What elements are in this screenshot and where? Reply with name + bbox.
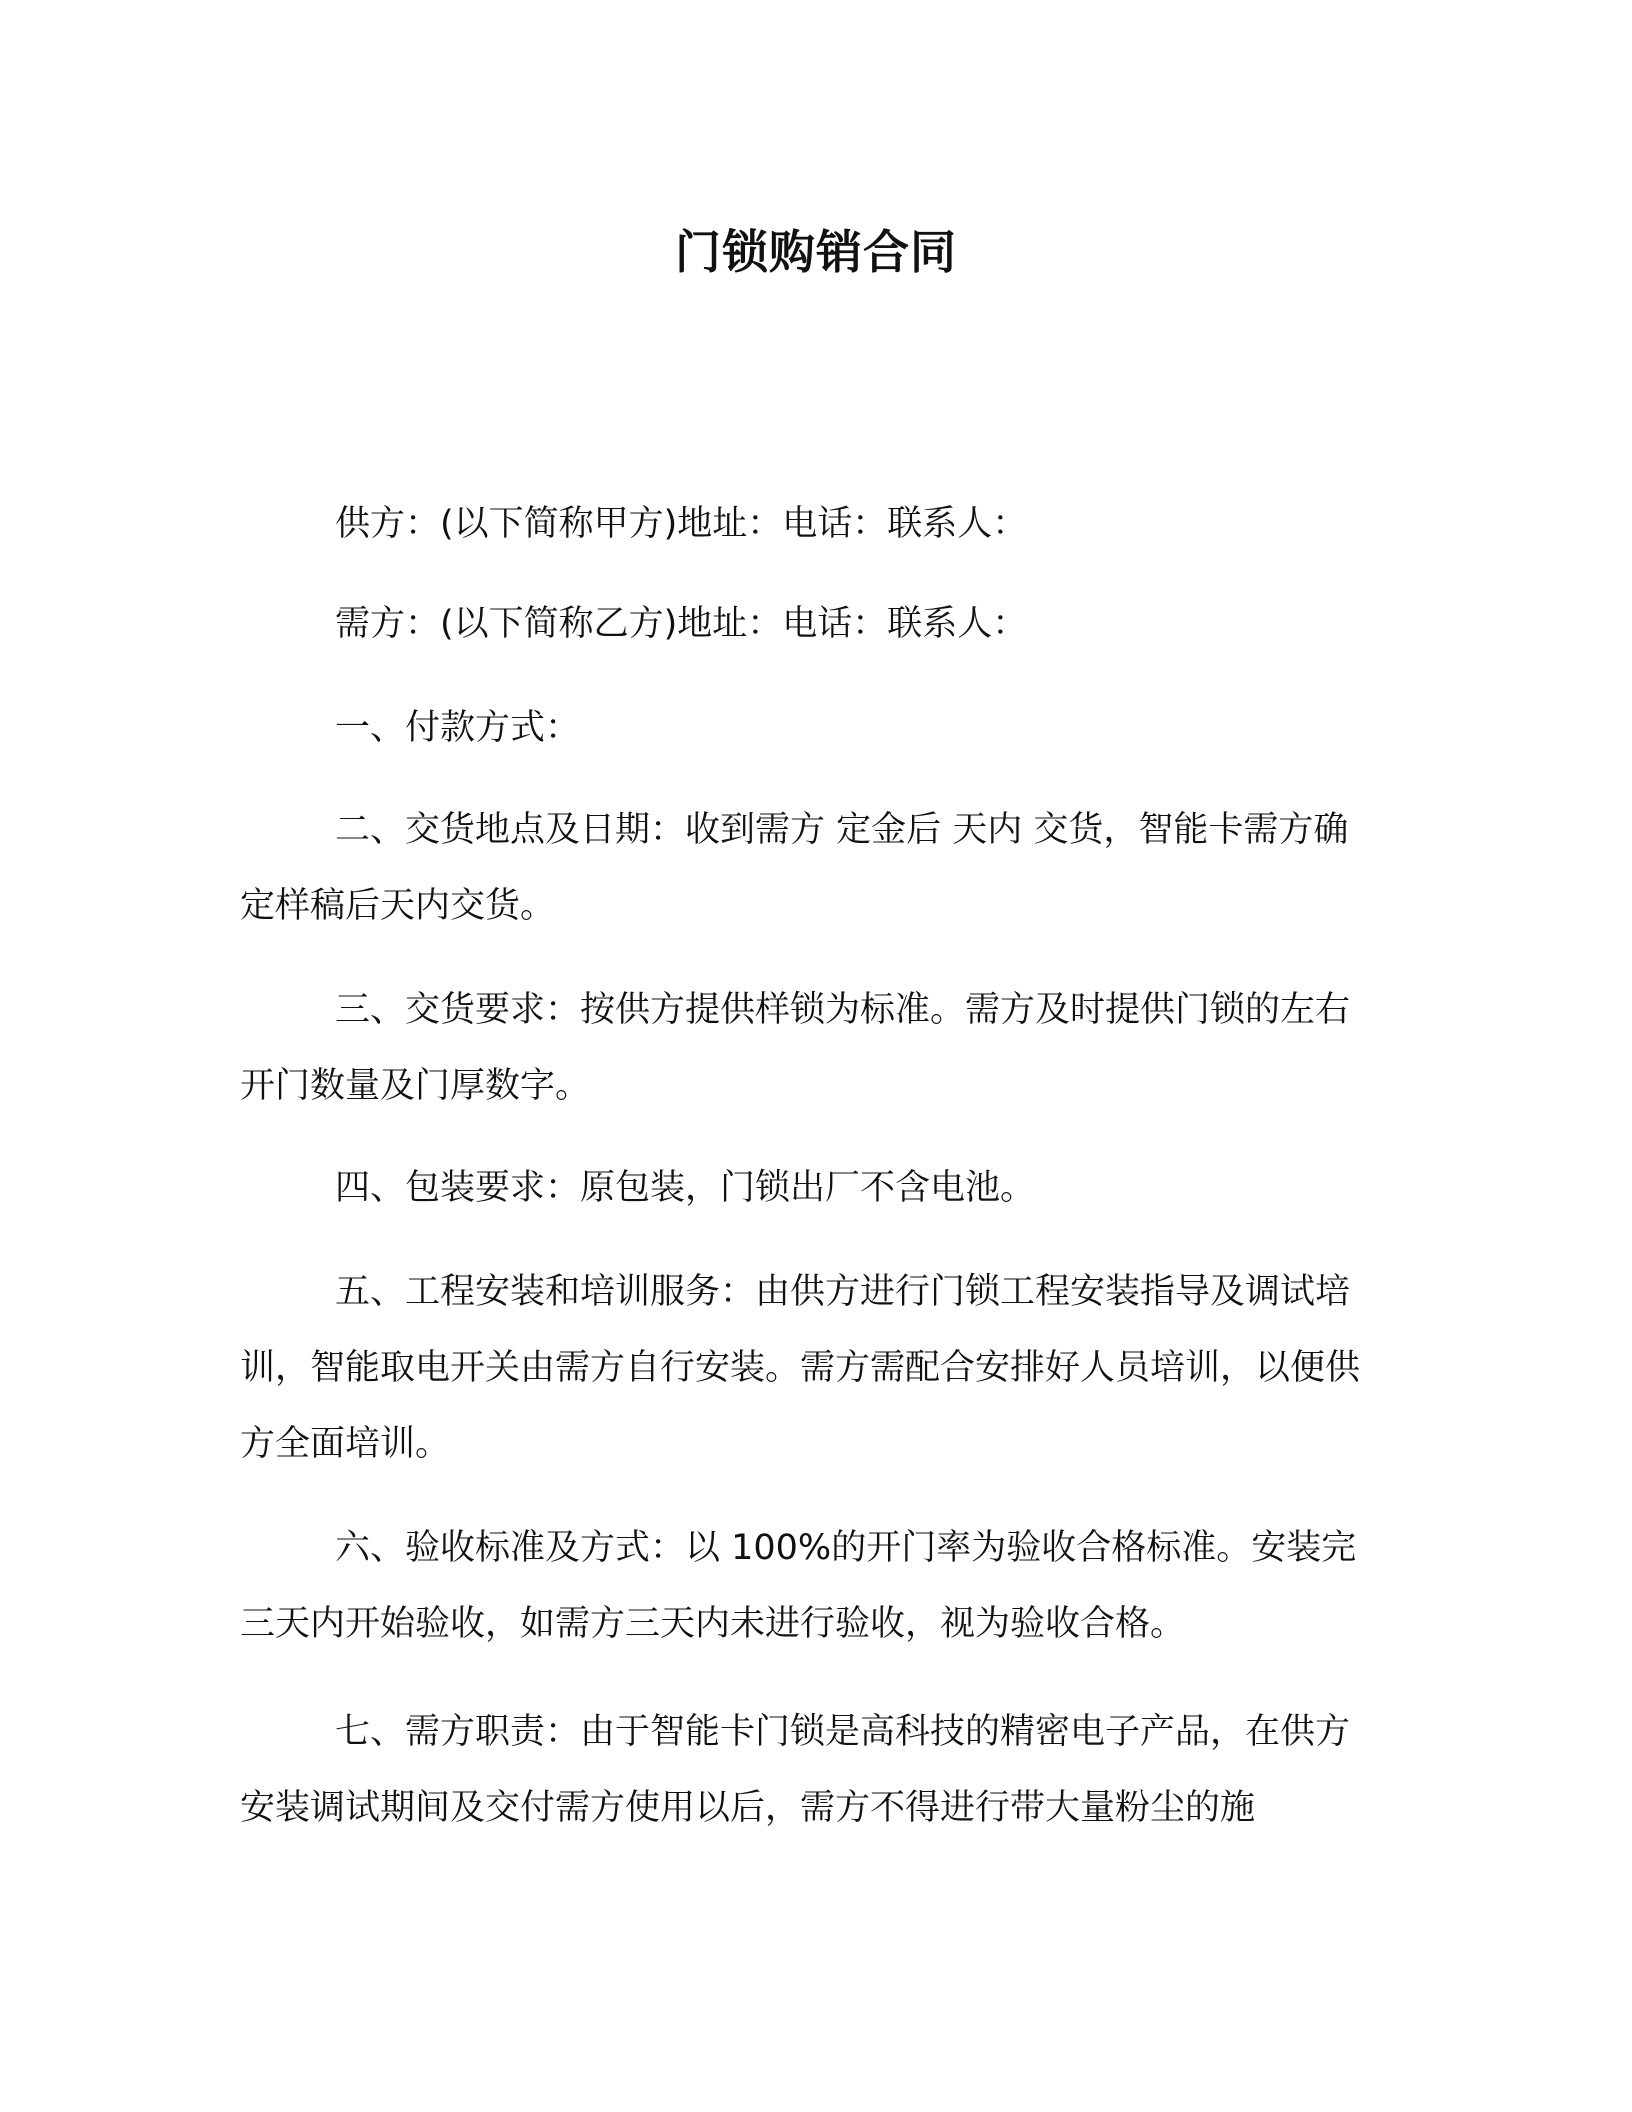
paragraph-packaging: 四、包装要求：原包装，门锁出厂不含电池。	[335, 1168, 1036, 1208]
document-title: 门锁购销合同	[675, 225, 957, 279]
paragraph-buyer-duties: 七、需方职责：由于智能卡门锁是高科技的精密电子产品，在供方安装调试期间及交付需方使用以后，需方不得进行带大量粉尘的施	[240, 1712, 1351, 1828]
paragraph-supplier: 供方：(以下简称甲方)地址：电话：联系人：	[335, 504, 1028, 544]
paragraph-buyer: 需方：(以下简称乙方)地址：电话：联系人：	[335, 604, 1028, 644]
paragraph-installation-training: 五、工程安装和培训服务：由供方进行门锁工程安装指导及调试培训，智能取电开关由需方自行安装。需方需配合安排好人员培训，以便供方全面培训。	[240, 1272, 1361, 1464]
paragraph-acceptance: 六、验收标准及方式：以 100%的开门率为验收合格标准。安装完三天内开始验收，如需方三天内未进行验收，视为验收合格。	[240, 1528, 1357, 1644]
paragraph-payment: 一、付款方式：	[335, 708, 581, 748]
paragraph-delivery: 二、交货地点及日期：收到需方 定金后 天内 交货，智能卡需方确定样稿后天内交货。	[240, 810, 1349, 926]
paragraph-delivery-requirements: 三、交货要求：按供方提供样锁为标准。需方及时提供门锁的左右开门数量及门厚数字。	[240, 990, 1351, 1106]
